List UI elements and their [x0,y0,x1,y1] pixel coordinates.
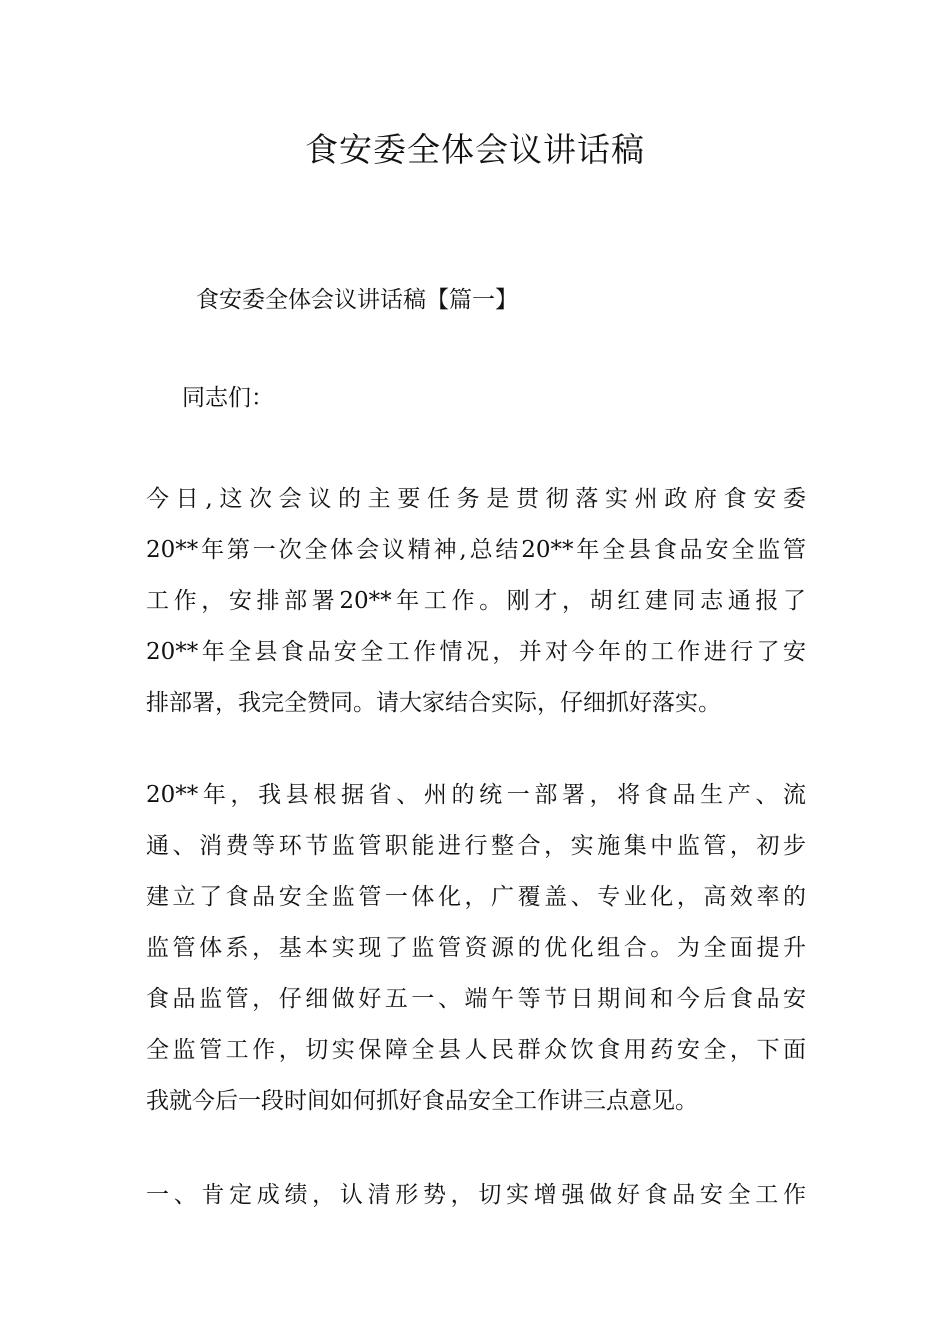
paragraph-line: 全监管工作，切实保障全县人民群众饮食用药安全，下面 [146,1037,806,1063]
paragraph-line: 工作，安排部署20**年工作。刚才，胡红建同志通报了 [146,588,806,614]
paragraph-line: 我就今后一段时间如何抓好食品安全工作讲三点意见。 [146,1088,698,1114]
greeting: 同志们： [182,385,274,411]
paragraph-2 [146,770,806,1127]
paragraph-line: 20**年全县食品安全工作情况，并对今年的工作进行了安 [146,639,806,665]
paragraph-1 [146,474,806,729]
section-heading: 一、肯定成绩，认清形势，切实增强做好食品安全工作 [146,1182,806,1208]
paragraph-line: 20**年，我县根据省、州的统一部署，将食品生产、流 [146,782,806,808]
document-title: 食安委全体会议讲话稿 [305,130,645,169]
paragraph-line: 监管体系，基本实现了监管资源的优化组合。为全面提升 [146,935,806,961]
paragraph-line: 通、消费等环节监管职能进行整合，实施集中监管，初步 [146,833,806,859]
paragraph-line: 20**年第一次全体会议精神,总结20**年全县食品安全监管 [146,537,806,563]
paragraph-line: 排部署，我完全赞同。请大家结合实际，仔细抓好落实。 [146,690,721,716]
paragraph-line: 食品监管，仔细做好五一、端午等节日期间和今后食品安 [146,986,806,1012]
paragraph-line: 建立了食品安全监管一体化，广覆盖、专业化，高效率的 [146,884,806,910]
document-subtitle: 食安委全体会议讲话稿【篇一】 [196,287,518,313]
paragraph-3 [146,1170,806,1221]
paragraph-line: 今日,这次会议的主要任务是贯彻落实州政府食安委 [146,486,806,512]
